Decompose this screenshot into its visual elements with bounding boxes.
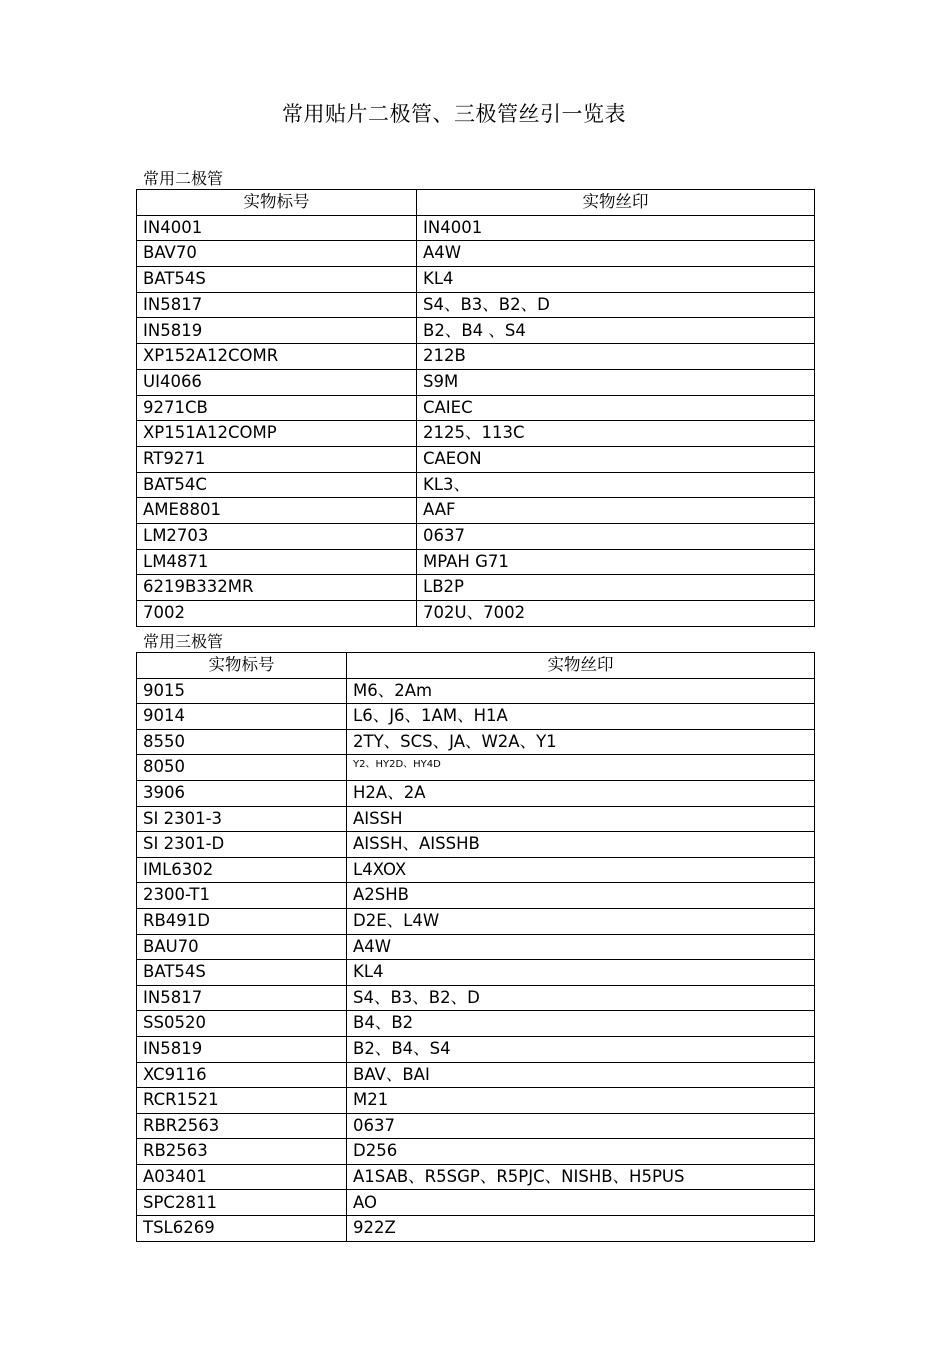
table-row [137,395,815,421]
marking-cell: S4、B3、B2、D [417,292,815,318]
table-row [137,344,815,370]
marking-cell: A4W [347,934,815,960]
part-number-cell: BAT54S [137,960,347,986]
part-number-cell: RBR2563 [137,1113,347,1139]
table-header-row [137,190,815,216]
table-row [137,1164,815,1190]
marking-cell: CAEON [417,446,815,472]
part-number-cell: TSL6269 [137,1216,347,1242]
marking-cell: BAV、BAI [347,1062,815,1088]
table-row [137,292,815,318]
marking-cell: 2TY、SCS、JA、W2A、Y1 [347,729,815,755]
part-number-cell: 9015 [137,678,347,704]
marking-cell: 0637 [417,523,815,549]
marking-cell: L6、J6、1AM、H1A [347,704,815,730]
part-number-cell: LM2703 [137,523,417,549]
part-number-cell: SS0520 [137,1011,347,1037]
column-header: 实物丝印 [417,190,815,216]
part-number-cell: IN5819 [137,318,417,344]
part-number-cell: RCR1521 [137,1088,347,1114]
marking-cell: 2125、113C [417,421,815,447]
part-number-cell: IN5817 [137,292,417,318]
table-row [137,369,815,395]
table-row [137,498,815,524]
marking-cell: LB2P [417,575,815,601]
table-row [137,1216,815,1242]
table-row [137,985,815,1011]
part-number-cell: XC9116 [137,1062,347,1088]
part-number-cell: RB491D [137,908,347,934]
table-row [137,678,815,704]
part-number-cell: 2300-T1 [137,883,347,909]
diode-table-body [137,190,815,627]
marking-cell: 0637 [347,1113,815,1139]
marking-cell: AISSH [347,806,815,832]
marking-cell: M6、2Am [347,678,815,704]
marking-cell: S4、B3、B2、D [347,985,815,1011]
table-row [137,934,815,960]
column-header: 实物丝印 [347,653,815,679]
table-row [137,267,815,293]
part-number-cell: XP151A12COMP [137,421,417,447]
marking-cell: MPAH G71 [417,549,815,575]
table-row [137,575,815,601]
table-row [137,1011,815,1037]
marking-cell: AAF [417,498,815,524]
marking-cell: KL4 [417,267,815,293]
marking-cell: 922Z [347,1216,815,1242]
transistor-table-body [137,653,815,1242]
table-row [137,472,815,498]
part-number-cell: BAV70 [137,241,417,267]
part-number-cell: 9014 [137,704,347,730]
table-row [137,780,815,806]
marking-cell: S9M [417,369,815,395]
marking-cell: 702U、7002 [417,601,815,627]
table-row [137,704,815,730]
marking-cell: D256 [347,1139,815,1165]
marking-cell: A4W [417,241,815,267]
part-number-cell: 6219B332MR [137,575,417,601]
diode-section-label: 常用二极管 [143,169,224,188]
marking-cell: B2、B4、S4 [347,1036,815,1062]
table-row [137,523,815,549]
part-number-cell: 7002 [137,601,417,627]
part-number-cell: 3906 [137,780,347,806]
marking-cell: KL3、 [417,472,815,498]
table-row [137,446,815,472]
marking-cell: CAIEC [417,395,815,421]
marking-cell: A2SHB [347,883,815,909]
column-header: 实物标号 [137,653,347,679]
table-row [137,1036,815,1062]
table-header-row [137,653,815,679]
table-row [137,318,815,344]
table-row [137,601,815,627]
part-number-cell: RT9271 [137,446,417,472]
part-number-cell: BAT54S [137,267,417,293]
marking-cell: L4XOX [347,857,815,883]
table-row [137,960,815,986]
table-row [137,215,815,241]
table-row [137,1190,815,1216]
marking-cell: 212B [417,344,815,370]
table-row [137,908,815,934]
table-row [137,1139,815,1165]
table-row [137,1062,815,1088]
part-number-cell: XP152A12COMR [137,344,417,370]
table-row [137,832,815,858]
part-number-cell: 9271CB [137,395,417,421]
transistor-table [136,652,815,1242]
part-number-cell: LM4871 [137,549,417,575]
marking-cell: M21 [347,1088,815,1114]
transistor-section-label: 常用三极管 [143,632,224,651]
diode-table [136,189,815,627]
marking-cell: AO [347,1190,815,1216]
table-row [137,549,815,575]
part-number-cell: 8050 [137,755,347,781]
column-header: 实物标号 [137,190,417,216]
part-number-cell: SI 2301-3 [137,806,347,832]
page-title: 常用贴片二极管、三极管丝引一览表 [282,102,626,126]
part-number-cell: SI 2301-D [137,832,347,858]
part-number-cell: IML6302 [137,857,347,883]
marking-cell: A1SAB、R5SGP、R5PJC、NISHB、H5PUS [347,1164,815,1190]
table-row [137,883,815,909]
marking-cell: B2、B4 、S4 [417,318,815,344]
marking-cell: H2A、2A [347,780,815,806]
part-number-cell: BAT54C [137,472,417,498]
part-number-cell: RB2563 [137,1139,347,1165]
table-row [137,755,815,781]
marking-cell: B4、B2 [347,1011,815,1037]
marking-cell: D2E、L4W [347,908,815,934]
part-number-cell: BAU70 [137,934,347,960]
part-number-cell: A03401 [137,1164,347,1190]
part-number-cell: UI4066 [137,369,417,395]
table-row [137,1113,815,1139]
table-row [137,729,815,755]
part-number-cell: IN4001 [137,215,417,241]
table-row [137,241,815,267]
part-number-cell: 8550 [137,729,347,755]
part-number-cell: SPC2811 [137,1190,347,1216]
part-number-cell: AME8801 [137,498,417,524]
table-row [137,421,815,447]
marking-cell: IN4001 [417,215,815,241]
table-row [137,857,815,883]
table-row [137,1088,815,1114]
part-number-cell: IN5819 [137,1036,347,1062]
marking-cell: Y2、HY2D、HY4D [347,755,815,781]
marking-cell: KL4 [347,960,815,986]
part-number-cell: IN5817 [137,985,347,1011]
table-row [137,806,815,832]
marking-cell: AISSH、AISSHB [347,832,815,858]
